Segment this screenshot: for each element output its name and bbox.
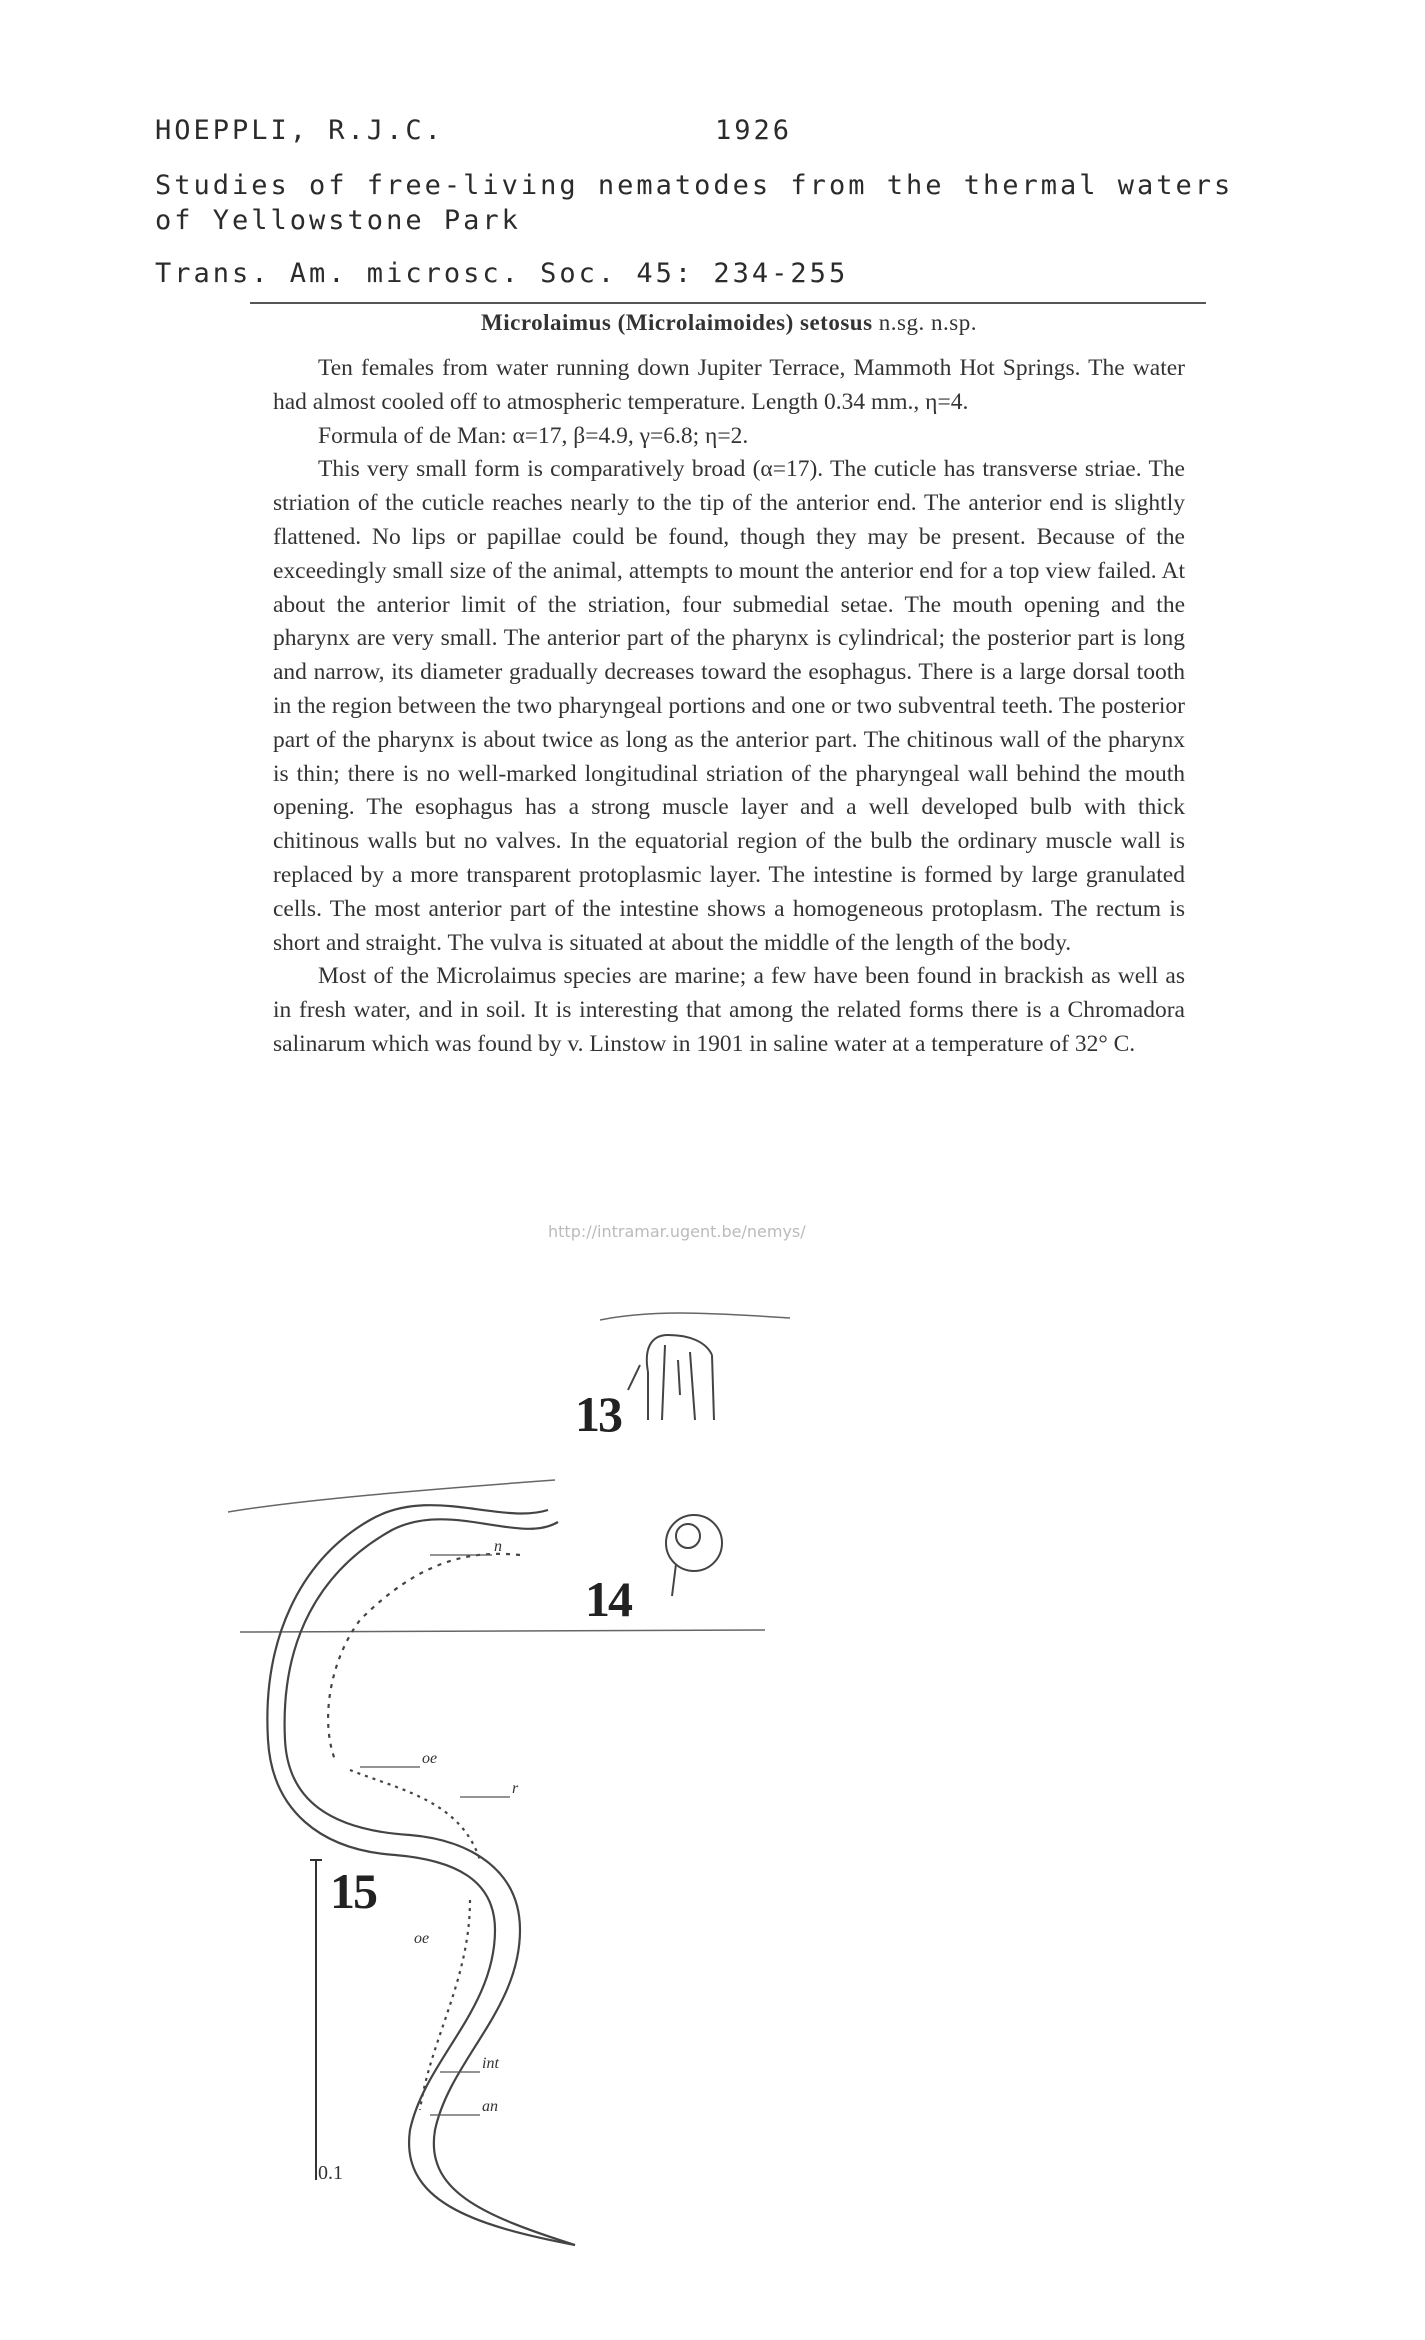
paragraph-formula: Formula of de Man: α=17, β=4.9, γ=6.8; η=2. bbox=[318, 422, 749, 449]
label-oe-1: oe bbox=[422, 1750, 438, 1767]
label-r: r bbox=[512, 1780, 519, 1797]
figure-15-drawing bbox=[267, 1505, 575, 2245]
heading-genus: Microlaimus (Microlaimoides) setosus bbox=[481, 310, 873, 335]
figure-15-label: 15 bbox=[330, 1863, 376, 1919]
paragraph-discussion: Most of the Microlaimus species are marine; a few have been found in brackish as well as in fresh water, and in soil. It is interesting that among the related forms there is a Chromadora salinarum which was found by v. Linstow in 1901 in saline water at a temperature of 32° C. bbox=[273, 963, 1185, 1057]
record-author: HOEPPLI, R.J.C. bbox=[155, 115, 444, 146]
heading-suffix: n.sg. n.sp. bbox=[878, 310, 977, 335]
paragraph-description: This very small form is comparatively broad (α=17). The cuticle has transverse striae. The striation of the cuticle reaches nearly to the tip of the anterior end. The anterior end is slightly flattened. No lips or papillae could be found, though they may be present. Because of the exceedingly small size of the animal, attempts to mount the anterior end for a top view failed. At about the anterior limit of the striation, four submedial setae. The mouth opening and the pharynx are very small. The anterior part of the pharynx is cylindrical; the posterior part is long and narrow, its diameter gradually decreases toward the esophagus. There is a large dorsal tooth in the region between the two pharyngeal portions and one or two subventral teeth. The posterior part of the pharynx is about twice as long as the anterior part. The chitinous wall of the pharynx is thin; there is no well-marked longitudinal striation of the pharyngeal wall behind the mouth opening. The esophagus has a strong muscle layer and a well developed bulb with thick chitinous walls but no valves. In the equatorial region of the bulb the ordinary muscle wall is replaced by a more transparent protoplasmic layer. The intestine is formed by large granulated cells. The most anterior part of the intestine shows a homogeneous protoplasm. The rectum is short and straight. The vulva is situated at about the middle of the length of the body. bbox=[273, 456, 1185, 956]
record-year: 1926 bbox=[715, 115, 793, 146]
figure-guide-lines bbox=[228, 1313, 790, 1632]
record-title-line2: of Yellowstone Park bbox=[155, 205, 521, 236]
label-an: an bbox=[482, 2098, 498, 2115]
figure-13-label: 13 bbox=[575, 1386, 621, 1442]
paragraph-material: Ten females from water running down Jupiter Terrace, Mammoth Hot Springs. The water had almost cooled off to atmospheric temperature. Length 0.34 mm., η=4. bbox=[273, 355, 1185, 415]
label-n: n bbox=[494, 1538, 502, 1555]
label-int: int bbox=[482, 2055, 499, 2072]
label-oe-2: oe bbox=[414, 1930, 430, 1947]
figure-14-label: 14 bbox=[585, 1571, 631, 1627]
url-watermark: http://intramar.ugent.be/nemys/ bbox=[548, 1222, 806, 1241]
record-journal: Trans. Am. microsc. Soc. 45: 234-255 bbox=[155, 258, 849, 289]
scale-bar bbox=[310, 1860, 322, 2180]
scale-bar-label: 0.1 bbox=[318, 2162, 343, 2184]
figure-14-drawing bbox=[666, 1515, 722, 1596]
figure-13-drawing bbox=[628, 1335, 714, 1420]
label-leaders bbox=[360, 1555, 510, 2115]
record-title-line1: Studies of free-living nematodes from the thermal waters bbox=[155, 170, 1234, 201]
